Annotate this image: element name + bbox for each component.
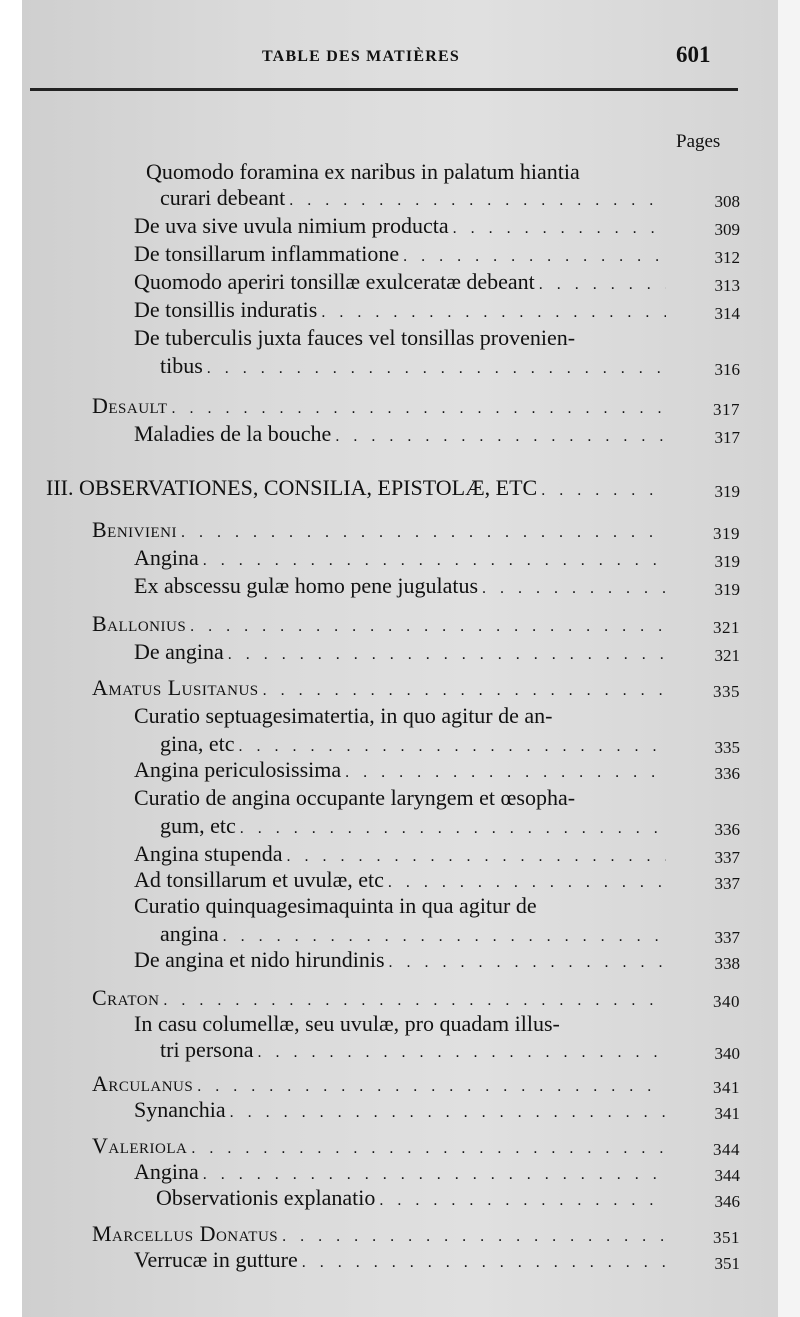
leader-dots <box>289 187 666 215</box>
toc-entry-page: 341 <box>713 1078 740 1097</box>
toc-section-heading <box>46 474 740 505</box>
leader-dots <box>345 759 666 787</box>
leader-dots <box>541 477 666 505</box>
toc-entry-text: tri persona <box>160 1037 254 1062</box>
toc-entry <box>134 946 740 977</box>
toc-entry-page: 309 <box>714 220 740 239</box>
toc-entry-page: 316 <box>714 360 740 379</box>
toc-entry-text: In casu columellæ, seu uvulæ, pro quadam illus- <box>134 1011 560 1036</box>
leader-dots <box>335 423 666 451</box>
leader-dots <box>539 271 666 299</box>
toc-entry-page: 340 <box>713 992 740 1011</box>
toc-author-name: Ballonius <box>92 611 187 636</box>
leader-dots <box>172 395 666 423</box>
toc-entry <box>134 638 740 669</box>
toc-entry <box>134 240 740 271</box>
toc-entry <box>134 1246 740 1277</box>
header-rule <box>30 88 738 91</box>
toc-entry-page: 321 <box>714 646 740 665</box>
leader-dots <box>190 613 666 641</box>
toc-entry-page: 319 <box>714 580 740 599</box>
toc-entry-text: Angina <box>134 545 199 570</box>
toc-entry-page: 340 <box>714 1044 740 1063</box>
leader-dots <box>263 677 666 705</box>
toc-entry-text: De tuberculis juxta fauces vel tonsillas provenien- <box>134 325 576 350</box>
toc-entry-page: 335 <box>713 682 740 701</box>
toc-entry-page: 319 <box>714 552 740 571</box>
leader-dots <box>230 1099 666 1127</box>
toc-author-entry <box>92 674 740 705</box>
leader-dots <box>403 243 666 271</box>
leader-dots <box>321 299 666 327</box>
toc-entry <box>134 756 740 787</box>
toc-entry <box>134 212 740 243</box>
toc-entry-text: angina <box>160 921 219 946</box>
toc-author-name: Desault <box>92 393 168 418</box>
toc-author-name: Craton <box>92 985 160 1010</box>
leader-dots <box>453 215 666 243</box>
toc-entry-text: Synanchia <box>134 1097 226 1122</box>
leader-dots <box>302 1249 666 1277</box>
toc-author-name: Benivieni <box>92 517 177 542</box>
toc-entry-page: 321 <box>713 618 740 637</box>
toc-entry-text: Ex abscessu gulæ homo pene jugulatus <box>134 573 479 598</box>
page-number: 601 <box>676 42 711 67</box>
toc-entry-text: Curatio de angina occupante laryngem et œsopha- <box>134 785 576 810</box>
toc-entry-text: Angina periculosissima <box>134 757 342 782</box>
toc-entry <box>160 352 740 383</box>
toc-entry-page: 351 <box>714 1254 740 1273</box>
leader-dots <box>482 575 666 603</box>
toc-entry <box>134 544 740 575</box>
toc-entry <box>134 420 740 451</box>
toc-entry <box>160 184 740 215</box>
toc-entry-text: Maladies de la bouche <box>134 421 332 446</box>
toc-entry <box>160 812 740 843</box>
page-margin <box>778 0 800 1317</box>
toc-entry-page: 344 <box>713 1140 740 1159</box>
toc-entry-page: 337 <box>714 848 740 867</box>
toc-entry-page: 351 <box>713 1228 740 1247</box>
toc-entry-text: curari debeant <box>160 185 286 210</box>
toc-entry-page: 308 <box>714 192 740 211</box>
leader-dots <box>207 355 666 383</box>
toc-entry-page: 337 <box>714 928 740 947</box>
running-title: TABLE DES MATIÈRES <box>262 48 460 65</box>
toc-author-name: Valeriola <box>92 1133 188 1158</box>
toc-author-entry <box>92 610 740 641</box>
toc-author-entry <box>92 392 740 423</box>
leader-dots <box>203 547 666 575</box>
toc-entry-text: De angina <box>134 639 224 664</box>
leader-dots <box>228 641 666 669</box>
toc-entry-page: 346 <box>714 1192 740 1211</box>
toc-entry-page: 317 <box>713 400 740 419</box>
toc-entry-text: Curatio septuagesimatertia, in quo agitur de an- <box>134 703 553 728</box>
toc-entry-text: Angina <box>134 1159 199 1184</box>
leader-dots <box>257 1039 666 1067</box>
toc-author-name: Arculanus <box>92 1071 194 1096</box>
toc-entry <box>134 1096 740 1127</box>
toc-entry-page: 341 <box>714 1104 740 1123</box>
toc-entry-text: Observationis explanatio <box>156 1185 376 1210</box>
toc-entry-text: Ad tonsillarum et uvulæ, etc <box>134 867 384 892</box>
toc-entry-page: 312 <box>714 248 740 267</box>
toc-entry-text: De uva sive uvula nimium producta <box>134 213 449 238</box>
toc-entry <box>134 296 740 327</box>
toc-entry-text: gina, etc <box>160 731 235 756</box>
toc-entry-page: 337 <box>714 874 740 893</box>
toc-entry-text: Curatio quinquagesimaquinta in qua agitur de <box>134 893 537 918</box>
toc-entry-page: 338 <box>714 954 740 973</box>
toc-entry-page: 319 <box>713 524 740 543</box>
toc-entry-text: gum, etc <box>160 813 236 838</box>
toc-entry-page: 317 <box>714 428 740 447</box>
section-title: III. OBSERVATIONES, CONSILIA, EPISTOLÆ, ETC <box>46 475 538 500</box>
toc-entry-page: 336 <box>714 764 740 783</box>
toc-entry-page: 313 <box>714 276 740 295</box>
leader-dots <box>240 815 666 843</box>
leader-dots <box>379 1187 666 1215</box>
toc-entry <box>156 1184 740 1215</box>
toc-entry <box>134 572 740 603</box>
toc-entry-text: De tonsillis induratis <box>134 297 318 322</box>
leader-dots <box>181 519 666 547</box>
toc-entry-page: 344 <box>714 1166 740 1185</box>
toc-entry-page: 314 <box>714 304 740 323</box>
toc-entry <box>134 268 740 299</box>
pages-column-heading: Pages <box>676 131 721 152</box>
toc-author-name: Marcellus Donatus <box>92 1221 279 1246</box>
toc-entry <box>160 1036 740 1067</box>
toc-entry-text: De angina et nido hirundinis <box>134 947 385 972</box>
toc-entry-text: Quomodo aperiri tonsillæ exulceratæ debeant <box>134 269 535 294</box>
toc-entry-text: De tonsillarum inflammatione <box>134 241 400 266</box>
toc-entry-text: Verrucæ in gutture <box>134 1247 298 1272</box>
toc-entry-page: 336 <box>714 820 740 839</box>
toc-entry-page: 335 <box>714 738 740 757</box>
toc-author-entry <box>92 516 740 547</box>
page-header <box>0 40 800 76</box>
toc-author-name: Amatus Lusitanus <box>92 675 259 700</box>
leader-dots <box>389 949 666 977</box>
toc-entry-text: Angina stupenda <box>134 841 283 866</box>
toc-entry-text: tibus <box>160 353 203 378</box>
toc-entry-page: 319 <box>714 482 740 501</box>
toc-entry-text: Quomodo foramina ex naribus in palatum hiantia <box>146 159 580 184</box>
